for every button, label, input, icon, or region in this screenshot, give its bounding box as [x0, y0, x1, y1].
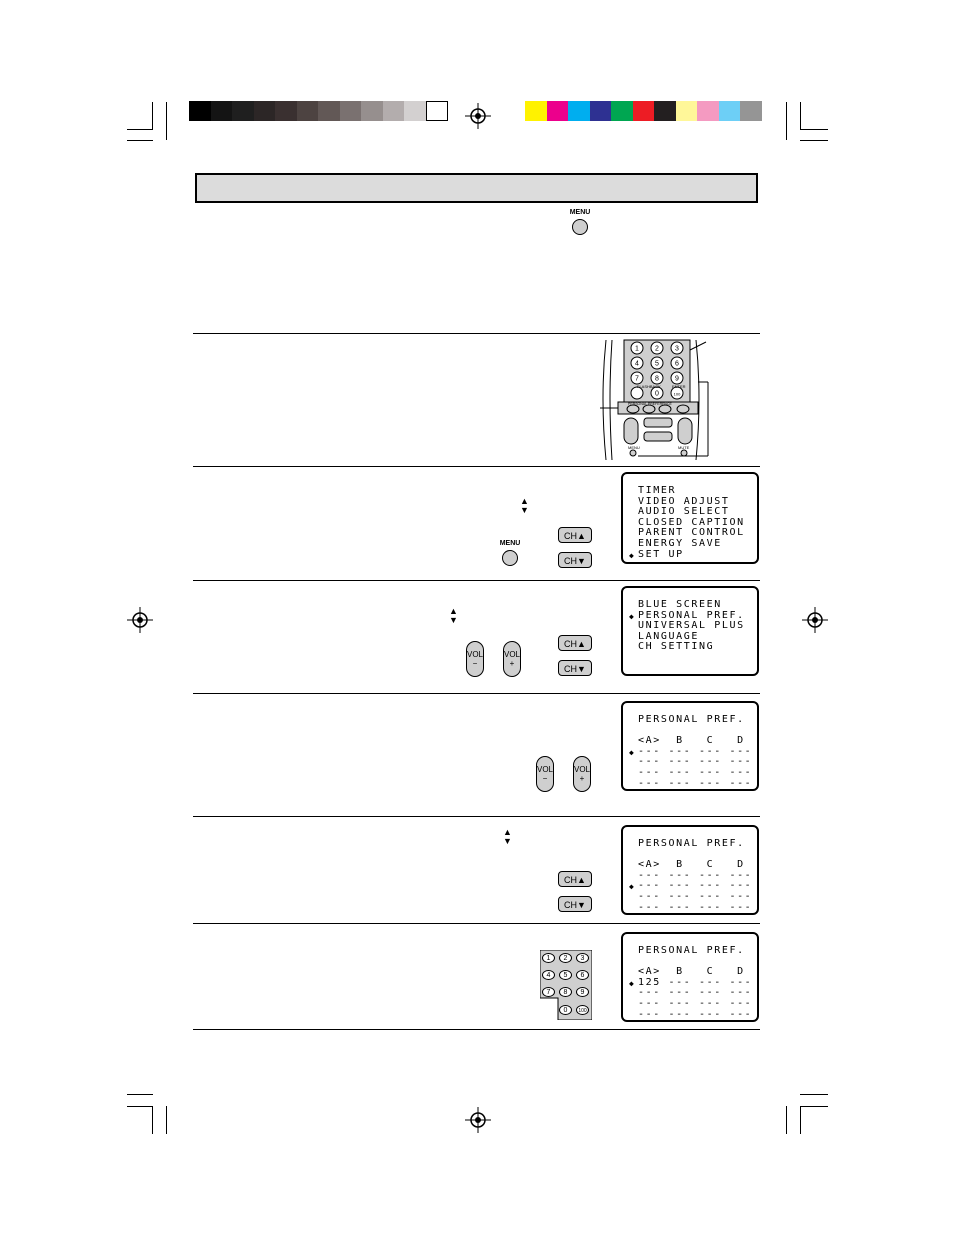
osd-line: PERSONAL PREF.: [638, 609, 745, 621]
ch-down-button[interactable]: CH▼: [558, 552, 592, 568]
vol-minus-button[interactable]: VOL −: [466, 641, 484, 677]
divider: [193, 923, 760, 924]
keypad-key[interactable]: 8: [559, 987, 572, 997]
osd-cursor-icon: ◆: [629, 747, 636, 757]
vol-minus-button[interactable]: VOL −: [536, 756, 554, 792]
remote-key-label: 1: [635, 345, 639, 353]
osd-cursor-icon: ◆: [629, 550, 636, 560]
color-swatch: [525, 101, 547, 121]
ch-up-button[interactable]: CH▲: [558, 527, 592, 543]
remote-mute-label: MUTE: [678, 445, 690, 450]
registration-mark-top: [463, 101, 493, 131]
osd-screen: [621, 825, 759, 915]
osd-line: --- --- --- ---: [638, 745, 753, 757]
divider: [193, 580, 760, 581]
color-swatch: [590, 101, 612, 121]
keypad-key[interactable]: 100: [576, 1005, 589, 1015]
gray-swatch: [318, 101, 340, 121]
osd-screen: [621, 701, 759, 791]
gray-swatch: [232, 101, 254, 121]
osd-line: <A> B C D: [638, 735, 745, 747]
osd-line: 125 --- --- ---: [638, 976, 753, 988]
osd-cursor-icon: ◆: [629, 611, 636, 621]
osd-line: <A> B C D: [638, 966, 745, 978]
remote-key-label: 0: [655, 390, 659, 398]
color-swatch: [719, 101, 741, 121]
ch-down-button[interactable]: CH▼: [558, 660, 592, 676]
keypad-key[interactable]: 6: [576, 970, 589, 980]
osd-cursor-icon: ◆: [629, 882, 636, 892]
gray-swatch: [275, 101, 297, 121]
osd-line: --- --- --- ---: [638, 891, 753, 902]
osd-line: --- --- --- ---: [638, 880, 753, 892]
gray-swatch: [254, 101, 276, 121]
osd-screen: [621, 586, 759, 676]
remote-key-label: 9: [675, 375, 679, 383]
ch-up-button[interactable]: CH▲: [558, 635, 592, 651]
gray-swatch: [361, 101, 383, 121]
keypad-key[interactable]: 9: [576, 987, 589, 997]
osd-line: ENERGY SAVE: [638, 538, 722, 549]
osd-line: --- --- --- ---: [638, 869, 753, 881]
gray-swatch: [340, 101, 362, 121]
osd-line: --- --- --- ---: [638, 767, 753, 778]
color-swatch: [633, 101, 655, 121]
osd-line: LANGUAGE: [638, 630, 699, 642]
registration-mark-right: [800, 605, 830, 635]
osd-cursor-icon: ◆: [629, 978, 636, 988]
vol-plus-button[interactable]: VOL +: [573, 756, 591, 792]
keypad-key[interactable]: 2: [559, 953, 572, 963]
gray-swatch: [404, 101, 426, 121]
osd-line: PERSONAL PREF.: [638, 945, 745, 956]
up-down-arrow-icon: ▲ ▼: [503, 827, 512, 846]
keypad-key[interactable]: 7: [542, 987, 555, 997]
color-swatch: [697, 101, 719, 121]
remote-key-label: 2: [655, 345, 659, 353]
gray-swatch: [426, 101, 448, 121]
osd-line: --- --- --- ---: [638, 1008, 753, 1020]
osd-line: --- --- --- ---: [638, 777, 753, 789]
remote-menu-label: MENU: [628, 445, 640, 450]
osd-line: --- --- --- ---: [638, 987, 753, 999]
registration-mark-bottom: [463, 1105, 493, 1135]
color-swatch: [654, 101, 676, 121]
remote-key-label: 100: [673, 391, 681, 397]
up-down-arrow-icon: ▲ ▼: [520, 496, 529, 515]
osd-line: PERSONAL PREF.: [638, 714, 745, 725]
osd-line: SET UP: [638, 548, 684, 560]
keypad-key[interactable]: 5: [559, 970, 572, 980]
osd-line: --- --- --- ---: [638, 901, 753, 913]
osd-line: PERSONAL PREF.: [638, 838, 745, 849]
osd-screen: [621, 472, 759, 564]
ch-down-button[interactable]: CH▼: [558, 896, 592, 912]
remote-flashback-label: FLASHBACK: [637, 384, 661, 389]
gray-swatch: [383, 101, 405, 121]
color-swatch: [611, 101, 633, 121]
divider: [193, 693, 760, 694]
color-swatch: [676, 101, 698, 121]
remote-key-label: 4: [635, 360, 639, 368]
divider: [193, 1029, 760, 1030]
vol-plus-button[interactable]: VOL +: [503, 641, 521, 677]
gray-swatch: [189, 101, 211, 121]
menu-button[interactable]: MENU: [497, 540, 523, 566]
numeric-keypad: [540, 950, 592, 1020]
keypad-key[interactable]: 1: [542, 953, 555, 963]
remote-key-label: 7: [635, 375, 639, 383]
keypad-key[interactable]: 0: [559, 1005, 572, 1015]
ch-up-button[interactable]: CH▲: [558, 871, 592, 887]
gray-swatch: [297, 101, 319, 121]
osd-line: --- --- --- ---: [638, 756, 753, 768]
osd-line: PARENT CONTROL: [638, 527, 745, 539]
osd-line: AUDIO SELECT: [638, 506, 730, 518]
osd-line: <A> B C D: [638, 859, 745, 871]
osd-line: --- --- --- ---: [638, 998, 753, 1009]
remote-control-illustration: [598, 338, 716, 462]
osd-line: TIMER: [638, 485, 677, 496]
gray-swatch: [211, 101, 233, 121]
osd-line: VIDEO ADJUST: [638, 495, 730, 507]
divider: [193, 466, 760, 467]
remote-key-label: 8: [655, 375, 659, 383]
divider: [193, 816, 760, 817]
remote-key-label: 5: [655, 360, 659, 368]
osd-line: CH SETTING: [638, 641, 715, 653]
remote-personal-pref-label: PERSONAL PREFERENCE: [628, 402, 672, 406]
section-title-bar: [195, 173, 758, 203]
osd-line: CLOSED CAPTION: [638, 516, 745, 528]
osd-screen: [621, 932, 759, 1022]
remote-enter-label: ENTER: [672, 384, 686, 389]
keypad-key[interactable]: 4: [542, 970, 555, 980]
registration-mark-left: [125, 605, 155, 635]
menu-button-intro: MENU: [567, 209, 593, 235]
divider: [193, 333, 760, 334]
osd-line: BLUE SCREEN: [638, 599, 722, 610]
remote-key-label: 3: [675, 345, 679, 353]
osd-line: UNIVERSAL PLUS: [638, 620, 745, 632]
color-swatch: [568, 101, 590, 121]
up-down-arrow-icon: ▲ ▼: [449, 606, 458, 625]
color-swatch: [547, 101, 569, 121]
keypad-key[interactable]: 3: [576, 953, 589, 963]
remote-key-label: 6: [675, 360, 679, 368]
color-swatch: [740, 101, 762, 121]
